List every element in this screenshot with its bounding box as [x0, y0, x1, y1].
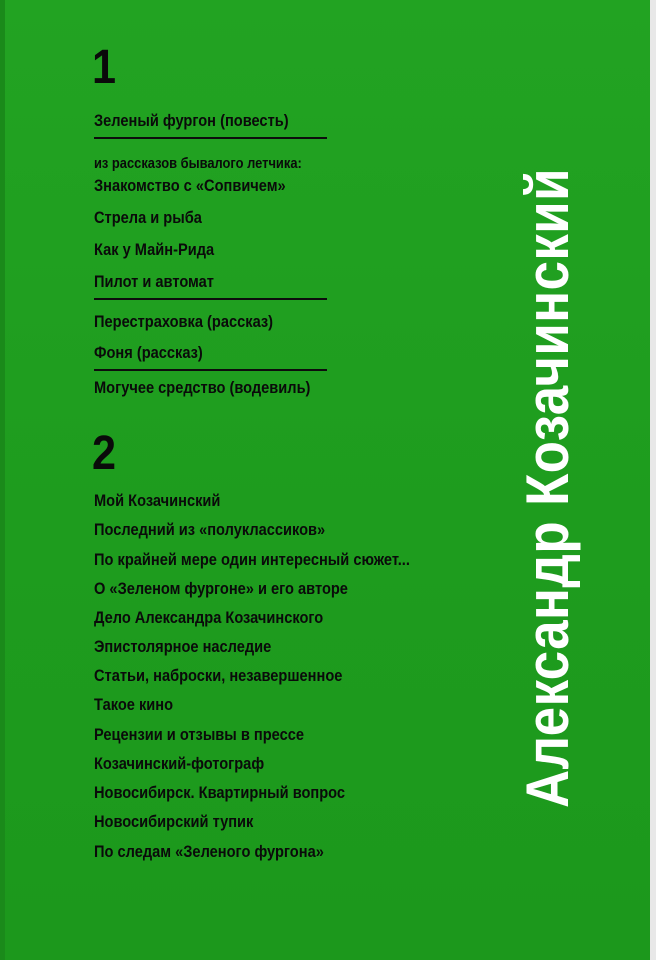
toc-entry: Как у Майн-Рида — [94, 240, 215, 259]
toc-entry: О «Зеленом фургоне» и его авторе — [94, 579, 348, 598]
toc-entry: По следам «Зеленого фургона» — [94, 842, 324, 861]
toc-entry: из рассказов бывалого летчика: — [94, 155, 302, 172]
toc-entry: Могучее средство (водевиль) — [94, 378, 311, 397]
toc-entry: Перестраховка (рассказ) — [94, 312, 274, 331]
toc-entry: Новосибирск. Квартирный вопрос — [94, 783, 346, 802]
toc-entry: Такое кино — [94, 695, 174, 714]
volume-2-number: 2 — [92, 427, 117, 480]
toc-entry: По крайней мере один интересный сюжет... — [94, 550, 410, 569]
divider — [94, 137, 327, 139]
toc-entry: Козачинский-фотограф — [94, 754, 265, 773]
divider — [94, 298, 327, 300]
toc-entry: Мой Козачинский — [94, 491, 221, 510]
toc-entry: Последний из «полуклассиков» — [94, 520, 326, 539]
toc-entry: Эпистолярное наследие — [94, 637, 272, 656]
toc-entry: Стрела и рыба — [94, 208, 202, 227]
cover-right-edge — [650, 0, 656, 960]
toc-entry: Знакомство с «Сопвичем» — [94, 176, 286, 195]
toc-entry: Статьи, наброски, незавершенное — [94, 666, 343, 685]
author-name — [514, 124, 581, 851]
toc-entry: Дело Александра Козачинского — [94, 608, 324, 627]
divider — [94, 369, 327, 371]
toc-entry: Зеленый фургон (повесть) — [94, 111, 289, 130]
author-name-text: Александр Козачинский — [514, 167, 581, 809]
volume-1-number: 1 — [92, 41, 117, 94]
toc-entry: Рецензии и отзывы в прессе — [94, 725, 304, 744]
cover-left-edge — [0, 0, 5, 960]
toc-entry: Пилот и автомат — [94, 272, 214, 291]
toc-entry: Новосибирский тупик — [94, 812, 254, 831]
toc-entry: Фоня (рассказ) — [94, 343, 203, 362]
